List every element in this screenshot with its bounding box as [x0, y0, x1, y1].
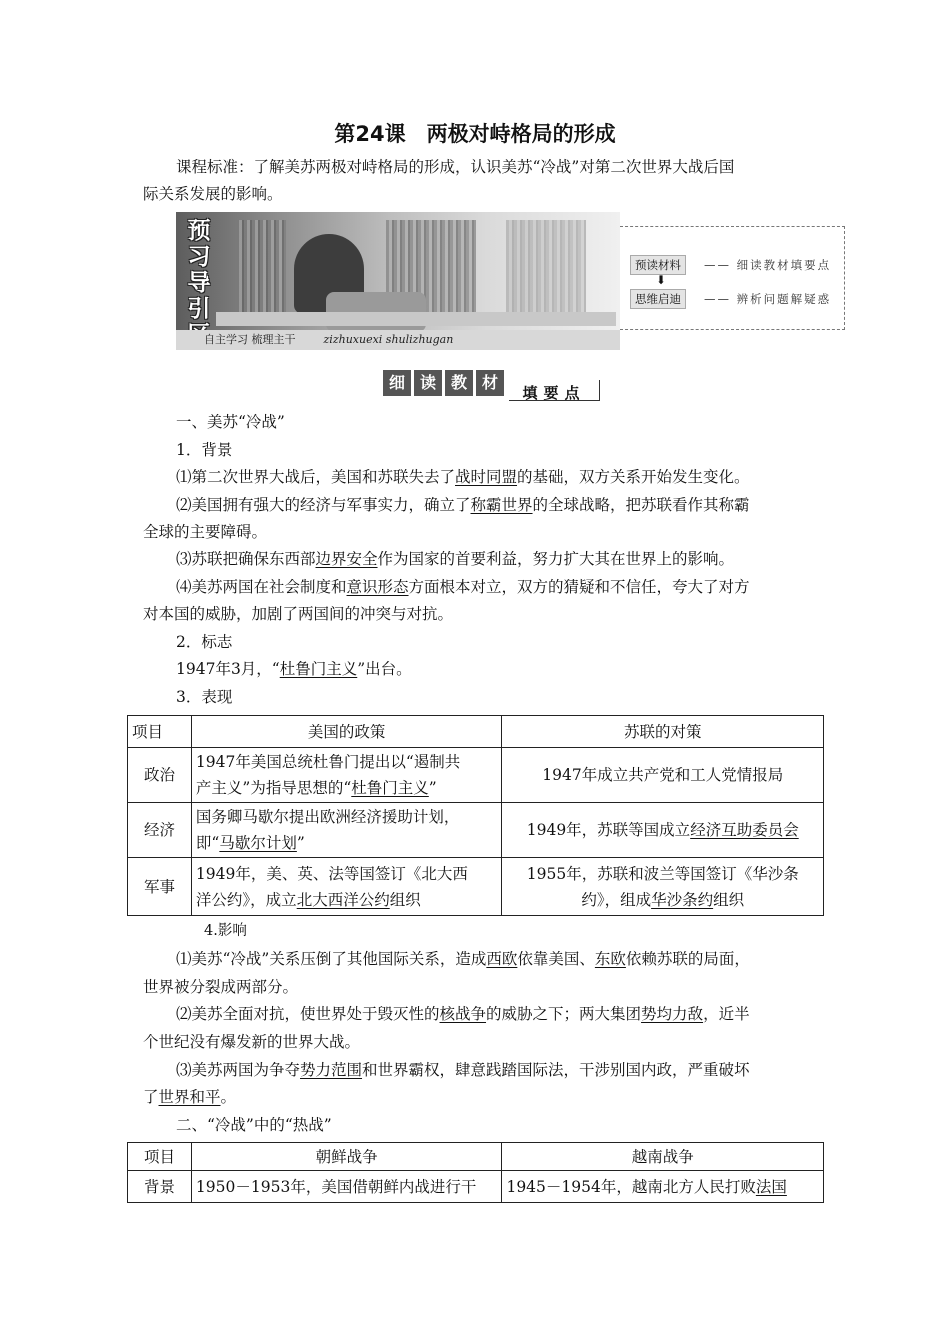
course-standard-line-1: 课程标准：了解美苏两极对峙格局的形成，认识美苏“冷战”对第二次世界大战后国 [176, 158, 735, 176]
background-item-3: ⑶苏联把确保东西部边界安全作为国家的首要利益，努力扩大其在世界上的影响。 [176, 550, 735, 568]
tag-preview-desc: —— 细读教材填要点 [704, 258, 832, 272]
sign-heading: 2．标志 [176, 633, 233, 651]
impact-item-1-cont: 世界被分裂成两部分。 [143, 978, 299, 996]
background-item-1: ⑴第二次世界大战后，美国和苏联失去了战时同盟的基础，双方关系开始发生变化。 [176, 468, 750, 486]
table-header-row [128, 716, 824, 748]
policy-table [127, 715, 824, 916]
impact-heading: 4.影响 [204, 923, 247, 939]
table-row: 背景 1950－1953年，美国借朝鲜内战进行干 1945－1954年，越南北方人民打败法国 [128, 1171, 824, 1203]
banner-caption: 自主学习 梳理主干 zizhuxuexi shulizhugan [176, 330, 620, 350]
table-row: 军事 1949年，美、英、法等国签订《北大西 洋公约》，成立北大西洋公约组织 1955年，苏联和波兰等国签订《华沙条 约》，组成华沙条约组织 [128, 858, 824, 916]
banner-vertical-title: 预 习 导 引 [187, 218, 211, 322]
section-1-heading: 一、美苏“冷战” [176, 413, 285, 431]
impact-item-1: ⑴美苏“冷战”关系压倒了其他国际关系，造成西欧依靠美国、东欧依赖苏联的局面， [176, 950, 750, 968]
impact-item-2-cont: 个世纪没有爆发新的世界大战。 [143, 1033, 361, 1051]
table-row: 政治 1947年美国总统杜鲁门提出以“遏制共 产主义”为指导思想的“杜鲁门主义” 1947年成立共产党和工人党情报局 [128, 748, 824, 803]
tag-thinking-desc: —— 辨析问题解疑惑 [704, 292, 832, 306]
page-title: 第24课 两极对峙格局的形成 [334, 122, 616, 146]
section-2-heading: 二、“冷战”中的“热战” [176, 1116, 332, 1134]
background-heading: 1．背景 [176, 441, 233, 459]
table-header-row [128, 1143, 824, 1171]
background-item-2: ⑵美国拥有强大的经济与军事实力，确立了称霸世界的全球战略，把苏联看作其称霸 [176, 496, 750, 514]
banner-guide-box [620, 226, 845, 330]
background-item-4: ⑷美苏两国在社会制度和意识形态方面根本对立，双方的猜疑和不信任，夸大了对方 [176, 578, 750, 596]
performance-heading: 3．表现 [176, 688, 233, 706]
impact-item-3: ⑶美苏两国为争夺势力范围和世界霸权，肆意践踏国际法，干涉别国内政，严重破坏 [176, 1061, 750, 1079]
banner-photo [176, 212, 620, 350]
table-header: 项目 [128, 716, 192, 748]
tag-preview-material: 预读材料 [630, 255, 686, 275]
background-item-4-cont: 对本国的威胁，加剧了两国间的冲突与对抗。 [143, 605, 454, 623]
course-standard-line-2: 际关系发展的影响。 [143, 185, 283, 203]
table-row: 经济 国务卿马歇尔提出欧洲经济援助计划， 即“马歇尔计划” 1949年，苏联等国成立经济互助委员会 [128, 803, 824, 858]
table-header: 朝鲜战争 [191, 1143, 502, 1171]
tag-thinking: 思维启迪 [630, 289, 686, 309]
table-header: 美国的政策 [191, 716, 502, 748]
table-header: 项目 [128, 1143, 192, 1171]
table-header: 越南战争 [502, 1143, 824, 1171]
table-header: 苏联的对策 [502, 716, 824, 748]
section-heading-badge: 细 读 教 材 填要点 [383, 368, 603, 402]
impact-item-3-cont: 了世界和平。 [143, 1088, 237, 1106]
sign-text: 1947年3月，“杜鲁门主义”出台。 [176, 660, 412, 678]
background-item-2-cont: 全球的主要障碍。 [143, 523, 268, 541]
impact-item-2: ⑵美苏全面对抗，使世界处于毁灭性的核战争的威胁之下；两大集团势均力敌，近半 [176, 1005, 750, 1023]
war-table [127, 1142, 824, 1203]
preview-banner [176, 212, 846, 350]
down-arrow-icon: ⬇ [656, 273, 667, 287]
